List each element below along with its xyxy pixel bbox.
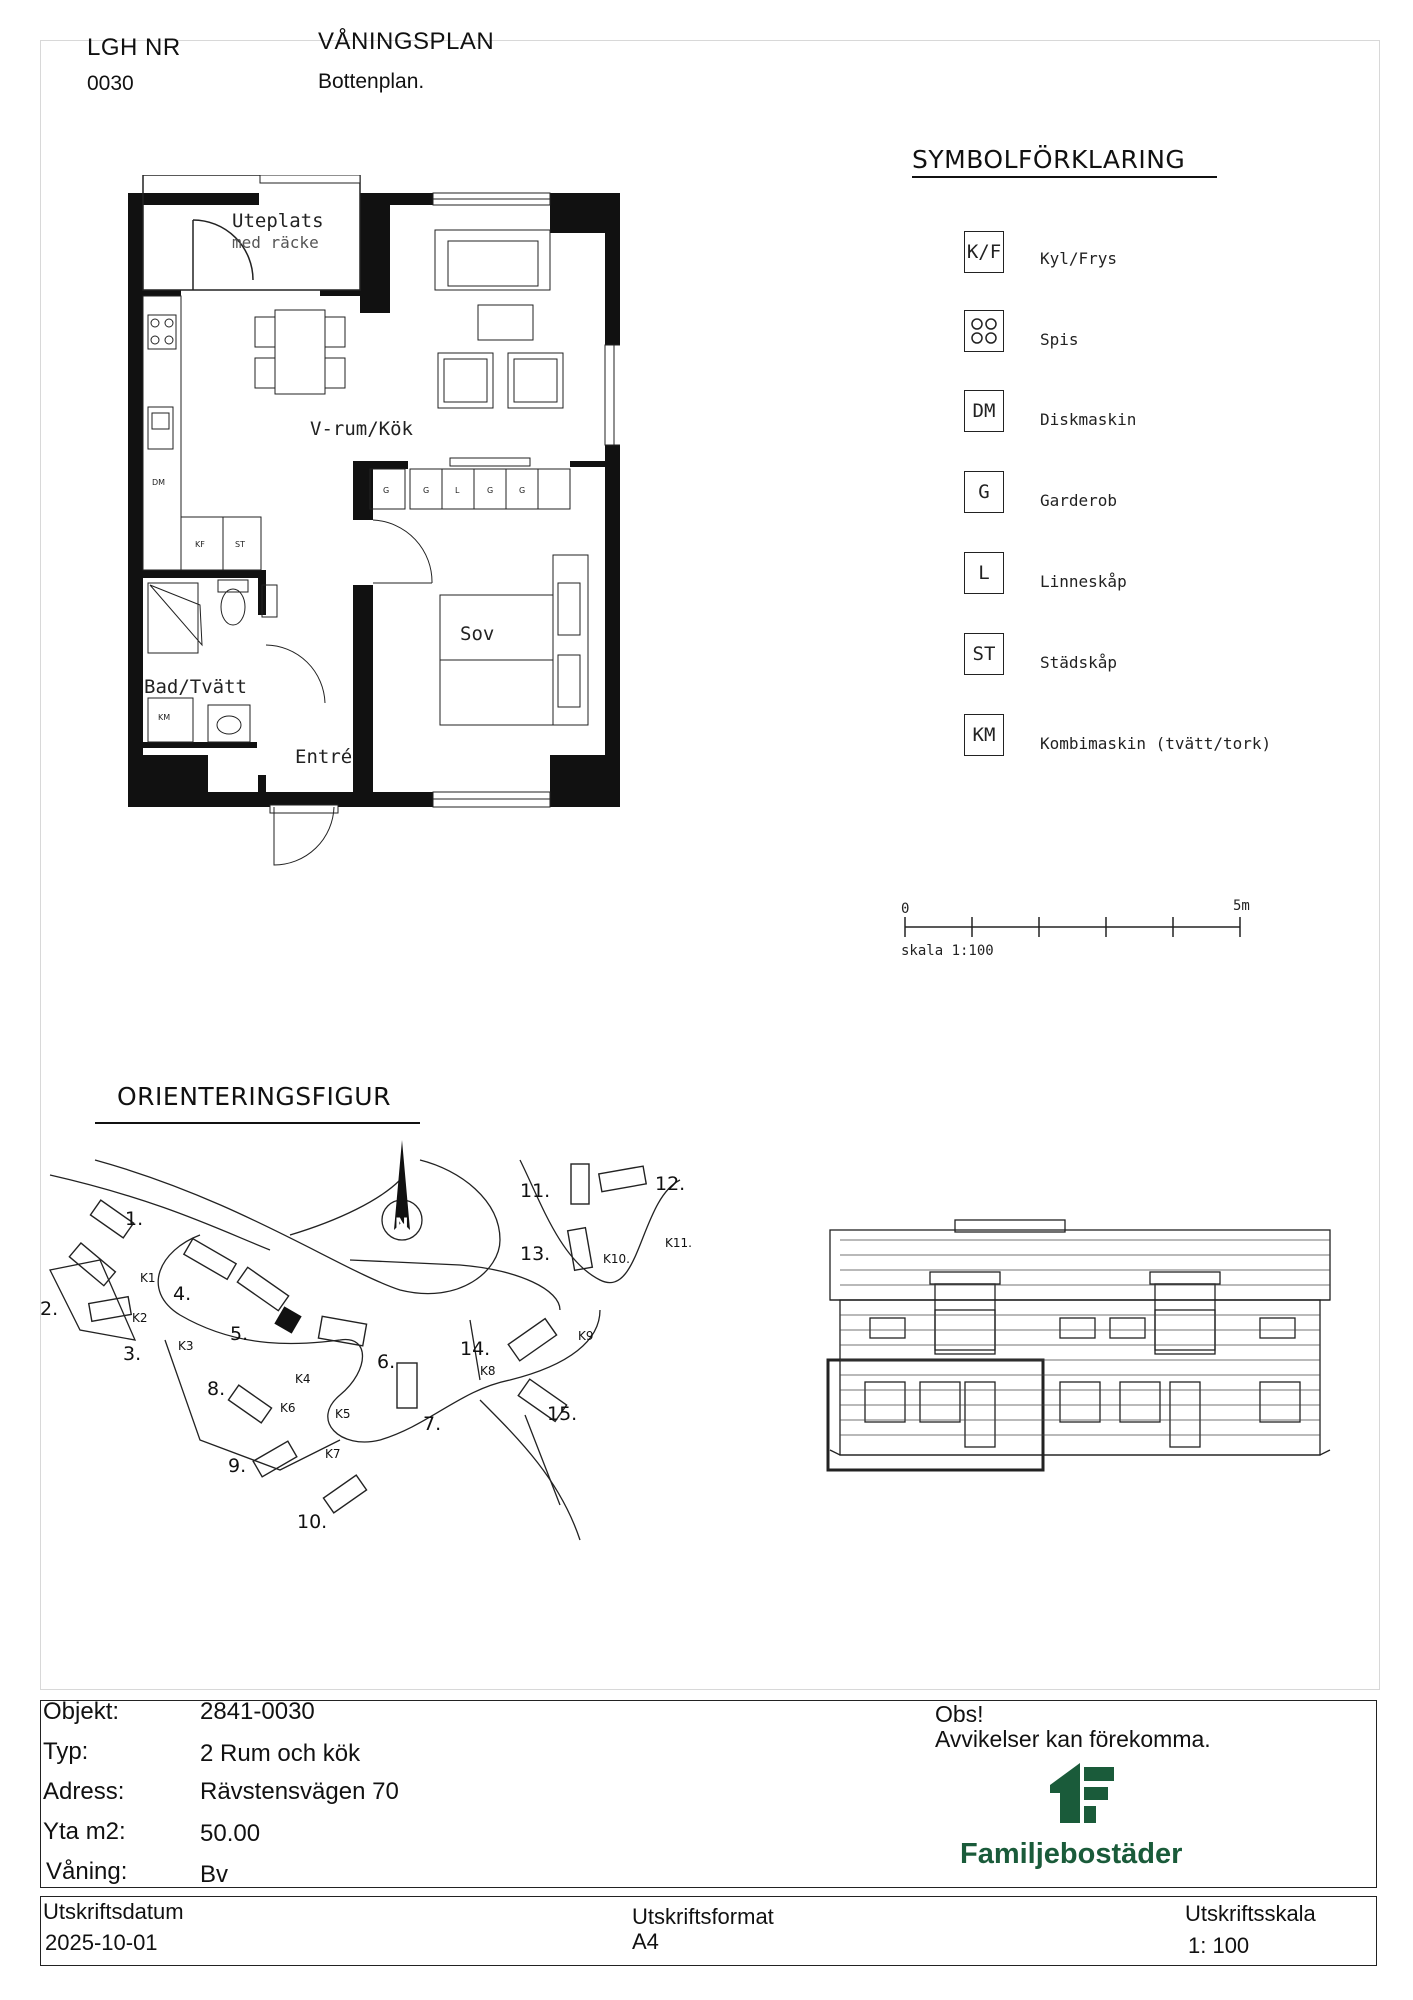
site-num-13: 13. xyxy=(520,1243,551,1265)
room-uteplats-sub: med räcke xyxy=(232,233,319,252)
mark-g-3: G xyxy=(487,486,494,495)
site-k1: K1 xyxy=(140,1271,156,1285)
footer-format-label: Utskriftsformat xyxy=(632,1904,774,1929)
site-num-4: 4. xyxy=(173,1283,192,1305)
mark-km: KM xyxy=(158,713,171,722)
mark-g-1: G xyxy=(383,486,390,495)
info-label-typ: Typ: xyxy=(43,1738,89,1765)
info-value-objekt: 2841-0030 xyxy=(200,1698,315,1725)
scale-end: 5m xyxy=(1233,898,1250,914)
site-num-9: 9. xyxy=(228,1455,247,1477)
site-k4: K4 xyxy=(295,1372,311,1386)
legend-code-km: KM xyxy=(964,714,1004,756)
site-k2: K2 xyxy=(132,1311,148,1325)
building-elevation xyxy=(820,1210,1350,1485)
lgh-value: 0030 xyxy=(87,72,134,95)
room-vardagsrum: V-rum/Kök xyxy=(310,418,413,440)
stove-icon xyxy=(964,310,1004,352)
info-value-typ: 2 Rum och kök xyxy=(200,1740,361,1767)
plan-label: VÅNINGSPLAN xyxy=(318,28,495,55)
site-num-15: 15. xyxy=(547,1403,578,1425)
note-text: Avvikelser kan förekomma. xyxy=(935,1726,1211,1752)
site-k6: K6 xyxy=(280,1401,296,1415)
info-label-adress: Adress: xyxy=(43,1778,125,1805)
legend-label-km: Kombimaskin (tvätt/tork) xyxy=(1040,734,1272,753)
footer-scale-value: 1: 100 xyxy=(1188,1933,1250,1958)
site-num-10: 10. xyxy=(297,1511,328,1533)
footer-date-value: 2025-10-01 xyxy=(45,1930,158,1955)
info-value-adress: Rävstensvägen 70 xyxy=(200,1778,399,1805)
site-k10: K10. xyxy=(603,1252,630,1266)
scale-start: 0 xyxy=(901,901,910,917)
site-num-14: 14. xyxy=(460,1338,491,1360)
legend-label-g: Garderob xyxy=(1040,491,1118,510)
site-k7: K7 xyxy=(325,1447,341,1461)
plan-walls xyxy=(128,185,620,807)
site-k3: K3 xyxy=(178,1339,194,1353)
scale-bar xyxy=(895,895,1275,965)
legend-label-l: Linneskåp xyxy=(1040,572,1127,591)
site-num-5: 5. xyxy=(230,1323,249,1345)
plan-value: Bottenplan. xyxy=(318,70,425,93)
legend-label-spis: Spis xyxy=(1040,330,1079,349)
site-num-8: 8. xyxy=(207,1378,226,1400)
site-num-7: 7. xyxy=(423,1413,442,1435)
orientation-title: ORIENTERINGSFIGUR xyxy=(117,1082,391,1111)
info-label-yta: Yta m2: xyxy=(43,1818,126,1845)
footer-scale-label: Utskriftsskala xyxy=(1185,1901,1316,1926)
info-label-vaning: Våning: xyxy=(46,1858,128,1885)
legend-code-g: G xyxy=(964,471,1004,513)
lgh-label: LGH NR xyxy=(87,34,181,61)
site-k9: K9 xyxy=(578,1329,594,1343)
legend-title: SYMBOLFÖRKLARING xyxy=(912,145,1186,174)
info-value-vaning: Bv xyxy=(200,1861,229,1888)
site-k11: K11. xyxy=(665,1236,692,1250)
legend-title-underline xyxy=(912,176,1217,178)
mark-g-4: G xyxy=(519,486,526,495)
site-num-12: 12. xyxy=(655,1173,686,1195)
mark-st: ST xyxy=(235,540,245,549)
room-entre: Entré xyxy=(295,746,353,768)
room-bad: Bad/Tvätt xyxy=(144,676,247,698)
site-num-11: 11. xyxy=(520,1180,551,1202)
north-label: N xyxy=(395,1214,409,1233)
legend-code-l: L xyxy=(964,552,1004,594)
site-num-6: 6. xyxy=(377,1351,396,1373)
note-title: Obs! xyxy=(935,1701,984,1727)
site-k8: K8 xyxy=(480,1364,496,1378)
site-num-3: 3. xyxy=(123,1343,142,1365)
familjebostader-logo-icon xyxy=(1050,1763,1114,1823)
room-sov: Sov xyxy=(460,623,495,645)
footer-format-value: A4 xyxy=(632,1929,659,1954)
logo-text: Familjebostäder xyxy=(960,1838,1183,1870)
legend-label-st: Städskåp xyxy=(1040,653,1118,672)
site-map xyxy=(40,1140,700,1560)
room-uteplats: Uteplats xyxy=(232,210,324,232)
orientation-title-underline xyxy=(95,1122,420,1124)
legend-code-kf: K/F xyxy=(964,231,1004,273)
scale-label: skala 1:100 xyxy=(901,943,994,959)
mark-g-2: G xyxy=(423,486,430,495)
info-label-objekt: Objekt: xyxy=(43,1698,120,1725)
info-value-yta: 50.00 xyxy=(200,1820,261,1847)
mark-kf: KF xyxy=(195,540,205,549)
legend-label-kf: Kyl/Frys xyxy=(1040,249,1118,268)
floor-plan xyxy=(120,175,620,875)
legend-code-dm: DM xyxy=(964,390,1004,432)
footer-date-label: Utskriftsdatum xyxy=(43,1899,184,1924)
site-num-2: 2. xyxy=(40,1298,59,1320)
legend-label-dm: Diskmaskin xyxy=(1040,410,1137,429)
mark-l: L xyxy=(455,486,460,495)
site-k5: K5 xyxy=(335,1407,351,1421)
site-num-1: 1. xyxy=(125,1208,144,1230)
mark-dm: DM xyxy=(152,478,166,487)
legend-code-st: ST xyxy=(964,633,1004,675)
